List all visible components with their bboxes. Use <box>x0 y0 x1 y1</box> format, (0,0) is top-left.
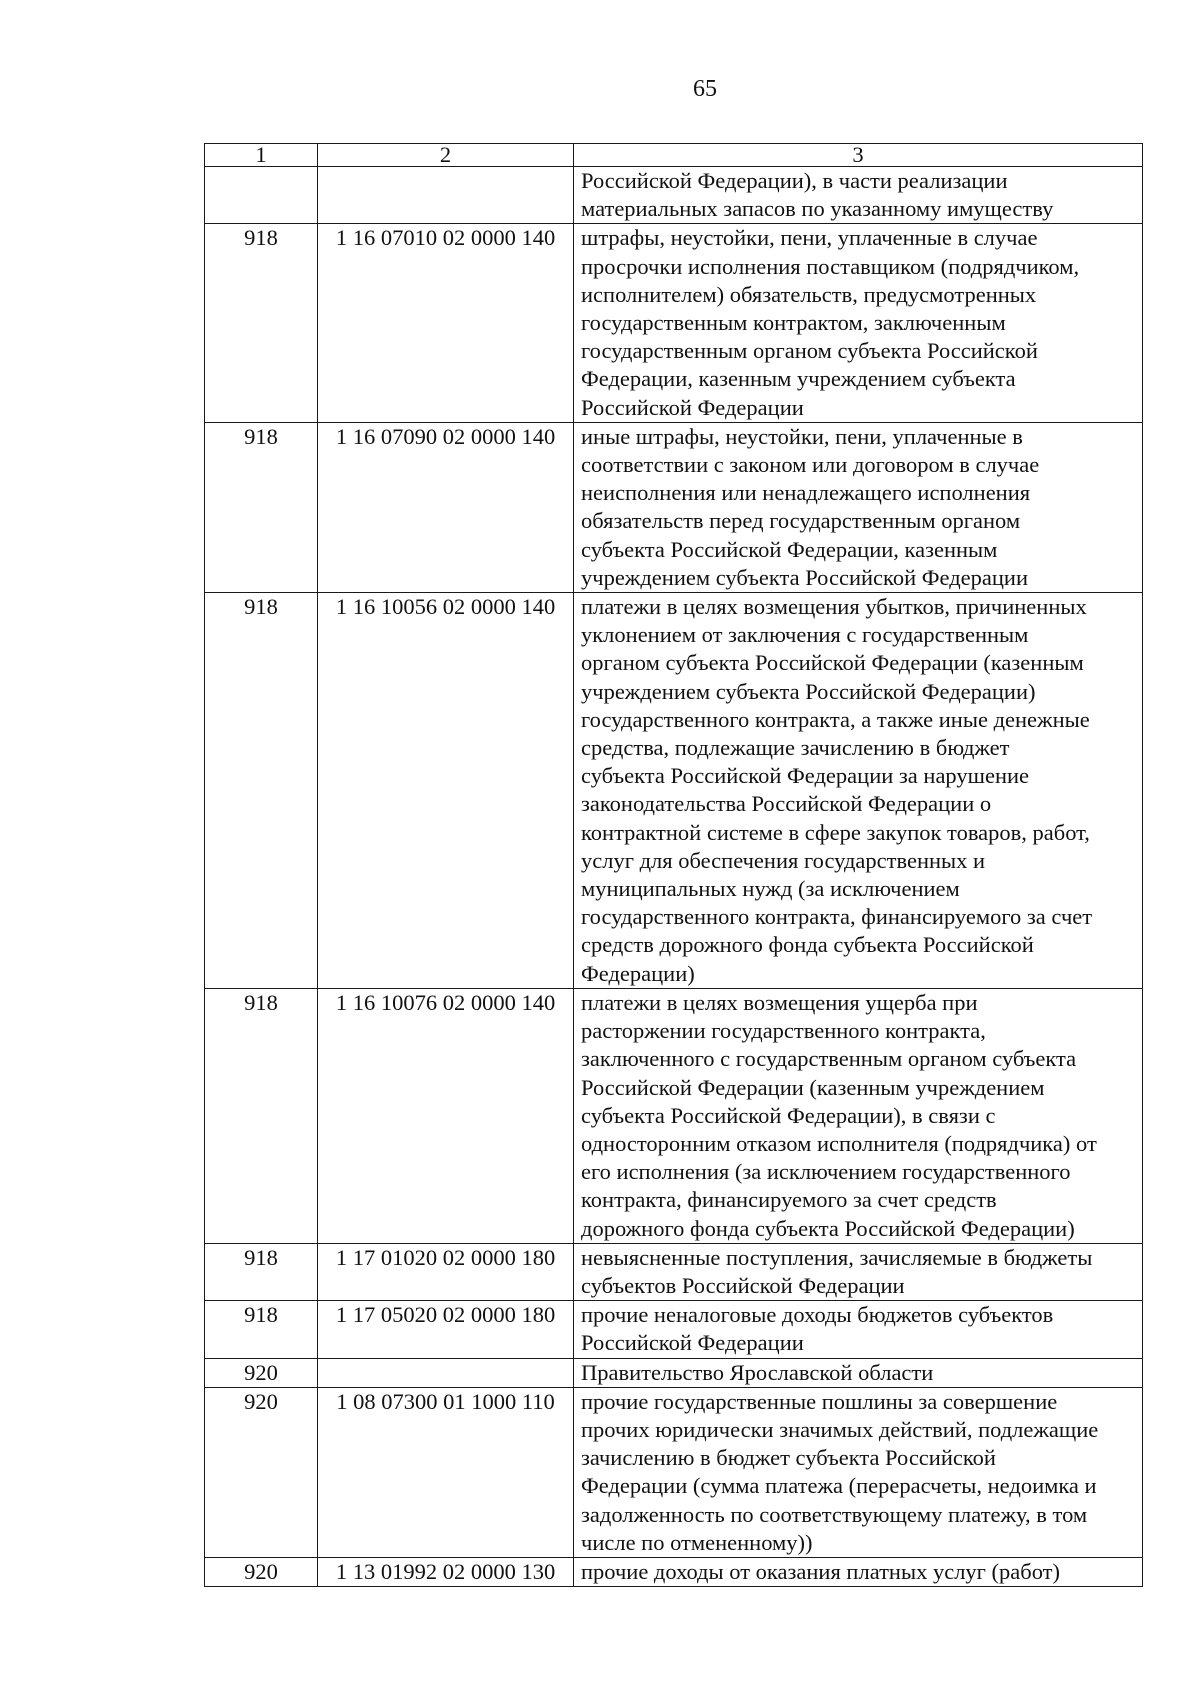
table-header-row <box>205 144 1143 167</box>
table-row <box>205 167 1143 224</box>
admin-code-cell: 918 <box>205 988 318 1243</box>
header-cell-1: 1 <box>205 144 318 167</box>
table-row <box>205 1557 1143 1586</box>
budget-classification-code-cell: 1 16 07010 02 0000 140 <box>318 224 574 422</box>
header-cell-2: 2 <box>318 144 574 167</box>
table-row <box>205 988 1143 1243</box>
revenue-description-cell: платежи в целях возмещения ущерба при расторжении государственного контракта, заключенного с государственным органом субъекта Российской Федерации (казенным учреждением субъекта Российской Федерации), в связи с односторонним отказом исполнителя (подрядчика) от его исполнения (за исключением государственного контракта, финансируемого за счет средств дорожного фонда субъекта Российской Федерации) <box>574 988 1143 1243</box>
table-row <box>205 1387 1143 1557</box>
revenue-description-cell: Российской Федерации), в части реализации материальных запасов по указанному имуществу <box>574 167 1143 224</box>
admin-code-cell: 918 <box>205 224 318 422</box>
revenue-description-cell: прочие государственные пошлины за совершение прочих юридически значимых действий, подлежащие зачислению в бюджет субъекта Российской Федерации (сумма платежа (перерасчеты, недоимка и задолженность по соответствующему платежу, в том числе по отмененному)) <box>574 1387 1143 1557</box>
header-cell-3: 3 <box>574 144 1143 167</box>
budget-classification-code-cell <box>318 1358 574 1387</box>
budget-classification-code-cell: 1 16 10056 02 0000 140 <box>318 593 574 989</box>
budget-classification-code-cell: 1 13 01992 02 0000 130 <box>318 1557 574 1586</box>
table-row <box>205 1243 1143 1300</box>
budget-classification-code-cell: 1 16 07090 02 0000 140 <box>318 422 574 592</box>
budget-classification-code-cell: 1 08 07300 01 1000 110 <box>318 1387 574 1557</box>
page-number: 65 <box>693 76 717 102</box>
admin-code-cell: 918 <box>205 422 318 592</box>
table-row <box>205 1358 1143 1387</box>
revenue-description-cell: Правительство Ярославской области <box>574 1358 1143 1387</box>
revenue-codes-table-container <box>204 143 1142 1587</box>
admin-code-cell <box>205 167 318 224</box>
revenue-description-cell: платежи в целях возмещения убытков, причиненных уклонением от заключения с государственным органом субъекта Российской Федерации (казенным учреждением субъекта Российской Федерации) государственного контракта, а также иные денежные средства, подлежащие зачислению в бюджет субъекта Российской Федерации за нарушение законодательства Российской Федерации о контрактной системе в сфере закупок товаров, работ, услуг для обеспечения государственных и муниципальных нужд (за исключением государственного контракта, финансируемого за счет средств дорожного фонда субъекта Российской Федерации) <box>574 593 1143 989</box>
revenue-description-cell: иные штрафы, неустойки, пени, уплаченные в соответствии с законом или договором в случае неисполнения или ненадлежащего исполнения обязательств перед государственным органом субъекта Российской Федерации, казенным учреждением субъекта Российской Федерации <box>574 422 1143 592</box>
revenue-description-cell: штрафы, неустойки, пени, уплаченные в случае просрочки исполнения поставщиком (подрядчиком, исполнителем) обязательств, предусмотренных государственным контрактом, заключенным государственным органом субъекта Российской Федерации, казенным учреждением субъекта Российской Федерации <box>574 224 1143 422</box>
table-body <box>205 144 1143 1587</box>
budget-classification-code-cell: 1 17 05020 02 0000 180 <box>318 1301 574 1358</box>
budget-classification-code-cell <box>318 167 574 224</box>
admin-code-cell: 918 <box>205 1243 318 1300</box>
budget-classification-code-cell: 1 16 10076 02 0000 140 <box>318 988 574 1243</box>
table-row <box>205 1301 1143 1358</box>
revenue-description-cell: невыясненные поступления, зачисляемые в бюджеты субъектов Российской Федерации <box>574 1243 1143 1300</box>
table-row <box>205 593 1143 989</box>
budget-classification-code-cell: 1 17 01020 02 0000 180 <box>318 1243 574 1300</box>
admin-code-cell: 920 <box>205 1387 318 1557</box>
table-row <box>205 224 1143 422</box>
admin-code-cell: 918 <box>205 593 318 989</box>
admin-code-cell: 920 <box>205 1557 318 1586</box>
revenue-codes-table <box>204 143 1143 1587</box>
admin-code-cell: 918 <box>205 1301 318 1358</box>
revenue-description-cell: прочие доходы от оказания платных услуг (работ) <box>574 1557 1143 1586</box>
revenue-description-cell: прочие неналоговые доходы бюджетов субъектов Российской Федерации <box>574 1301 1143 1358</box>
table-row <box>205 422 1143 592</box>
admin-code-cell: 920 <box>205 1358 318 1387</box>
